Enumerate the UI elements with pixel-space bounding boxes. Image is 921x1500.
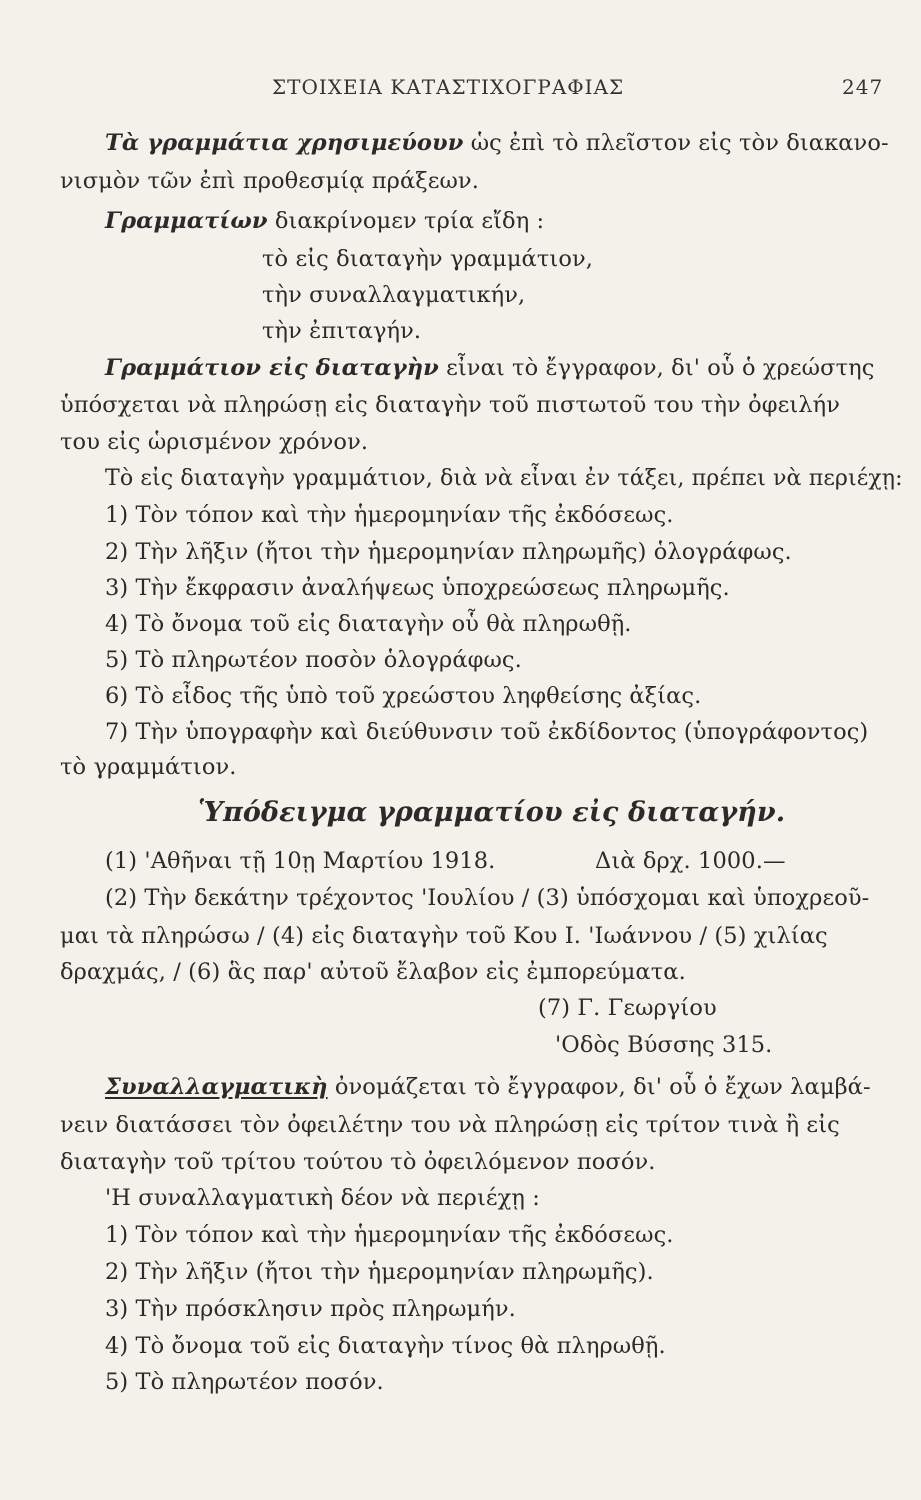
list-item-continuation: τὸ γραμμάτιον. <box>60 754 237 780</box>
list-item: τὴν συναλλαγματικήν, <box>262 282 526 308</box>
list-item: 5) Τὸ πληρωτέον ποσὸν ὁλογράφως. <box>105 647 522 673</box>
sample-line: (1) 'Αθῆναι τῇ 10ῃ Μαρτίου 1918. <box>105 848 496 874</box>
sample-amount: Διὰ δρχ. 1000.— <box>595 848 786 874</box>
list-item: 1) Τὸν τόπον καὶ τὴν ἡμερομηνίαν τῆς ἐκδόσεως. <box>105 502 674 528</box>
list-item: 2) Τὴν λῆξιν (ἤτοι τὴν ἡμερομηνίαν πληρωμῆς). <box>105 1259 654 1285</box>
paragraph-line: Συναλλαγματικὴ ὀνομάζεται τὸ ἔγγραφον, δι' οὗ ὁ ἔχων λαμβά- <box>105 1074 871 1100</box>
sample-address: 'Οδὸς Βύσσης 315. <box>555 1032 773 1058</box>
list-item: τὴν ἐπιταγήν. <box>262 318 422 344</box>
list-item: 3) Τὴν πρόσκλησιν πρὸς πληρωμήν. <box>105 1296 516 1322</box>
paragraph-line: διαταγὴν τοῦ τρίτου τούτου τὸ ὀφειλόμενον ποσόν. <box>60 1149 656 1175</box>
list-item: 3) Τὴν ἔκφρασιν ἀναλήψεως ὑποχρεώσεως πληρωμῆς. <box>105 575 730 601</box>
paragraph-line: 'Η συναλλαγματικὴ δέον νὰ περιέχῃ : <box>105 1185 540 1211</box>
sample-signature: (7) Γ. Γεωργίου <box>538 995 717 1021</box>
paragraph-line: νισμὸν τῶν ἐπὶ προθεσμίᾳ πράξεων. <box>60 168 479 194</box>
running-header-title: ΣΤΟΙΧΕΙΑ ΚΑΤΑΣΤΙΧΟΓΡΑΦΙΑΣ <box>272 75 625 99</box>
list-item: 5) Τὸ πληρωτέον ποσόν. <box>105 1369 384 1395</box>
paragraph-line: ὑπόσχεται νὰ πληρώσῃ εἰς διαταγὴν τοῦ πιστωτοῦ του τὴν ὀφειλήν <box>60 392 840 418</box>
sample-line: (2) Τὴν δεκάτην τρέχοντος 'Ιουλίου / (3) ὑπόσχομαι καὶ ὑποχρεοῦ- <box>105 885 870 911</box>
list-item: 6) Τὸ εἶδος τῆς ὑπὸ τοῦ χρεώστου ληφθείσης ἀξίας. <box>105 683 702 709</box>
defined-term: Συναλλαγματικὴ <box>105 1074 328 1100</box>
list-item: 2) Τὴν λῆξιν (ἤτοι τὴν ἡμερομηνίαν πληρωμῆς) ὁλογράφως. <box>105 539 792 565</box>
list-item: 7) Τὴν ὑπογραφὴν καὶ διεύθυνσιν τοῦ ἐκδίδοντος (ὑπογράφοντος) <box>105 719 869 745</box>
defined-term: Γραμματίων <box>105 208 268 234</box>
paragraph-line: Γραμμάτιον εἰς διαταγὴν εἶναι τὸ ἔγγραφον, δι' οὗ ὁ χρεώστης <box>105 355 875 381</box>
paragraph-line: Τὸ εἰς διαταγὴν γραμμάτιον, διὰ νὰ εἶναι ἐν τάξει, πρέπει νὰ περιέχῃ: <box>105 465 903 491</box>
defined-term: Γραμμάτιον εἰς διαταγὴν <box>105 355 439 381</box>
section-heading: Ὑπόδειγμα γραμματίου εἰς διαταγήν. <box>198 797 786 828</box>
sample-line: δραχμάς, / (6) ἃς παρ' αὐτοῦ ἔλαβον εἰς ἐμπορεύματα. <box>60 959 686 985</box>
paragraph-line: του εἰς ὡρισμένον χρόνον. <box>60 429 369 455</box>
list-item: 1) Τὸν τόπον καὶ τὴν ἡμερομηνίαν τῆς ἐκδόσεως. <box>105 1222 674 1248</box>
page-number: 247 <box>842 75 884 99</box>
paragraph-line: Γραμματίων διακρίνομεν τρία εἴδη : <box>105 208 545 234</box>
paragraph-line: Τὰ γραμμάτια χρησιμεύουν ὡς ἐπὶ τὸ πλεῖστον εἰς τὸν διακανο- <box>105 130 889 156</box>
paragraph-line: νειν διατάσσει τὸν ὀφειλέτην του νὰ πληρώσῃ εἰς τρίτον τινὰ ἢ εἰς <box>60 1112 840 1138</box>
list-item: τὸ εἰς διαταγὴν γραμμάτιον, <box>262 246 593 272</box>
sample-line: μαι τὰ πληρώσω / (4) εἰς διαταγὴν τοῦ Κου Ι. 'Ιωάννου / (5) χιλίας <box>60 923 828 949</box>
list-item: 4) Τὸ ὄνομα τοῦ εἰς διαταγὴν οὗ θὰ πληρωθῇ. <box>105 611 632 637</box>
list-item: 4) Τὸ ὄνομα τοῦ εἰς διαταγὴν τίνος θὰ πληρωθῇ. <box>105 1333 666 1359</box>
defined-term: Τὰ γραμμάτια χρησιμεύουν <box>105 130 464 156</box>
